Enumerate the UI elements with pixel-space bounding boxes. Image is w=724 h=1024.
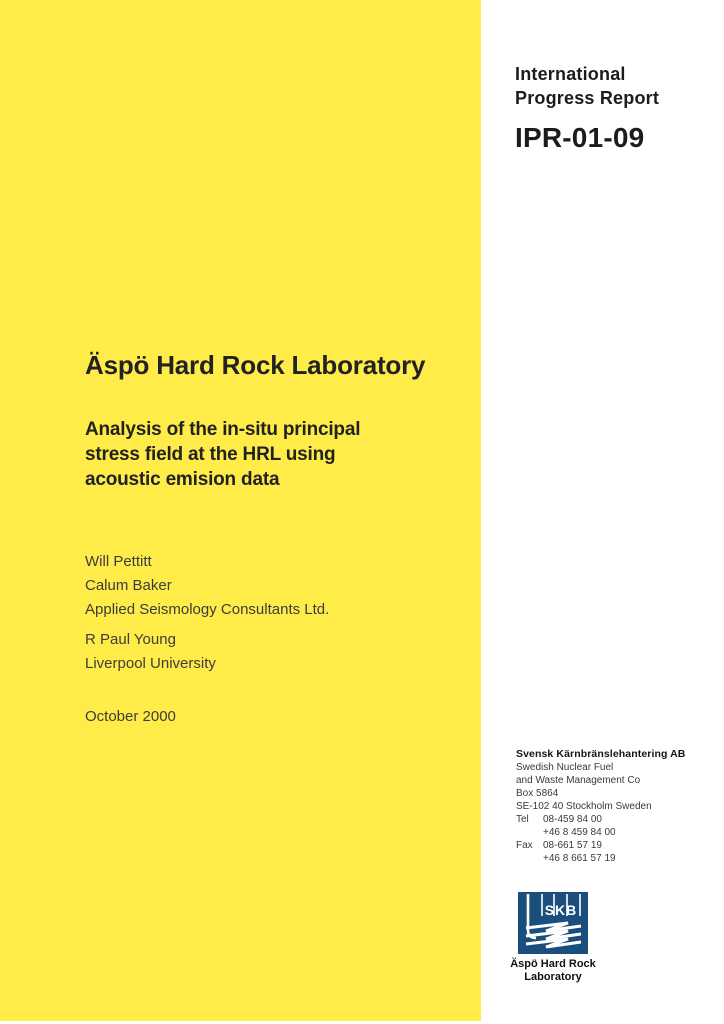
logo-caption bbox=[483, 958, 623, 984]
address-line: and Waste Management Co bbox=[516, 775, 641, 786]
fax-number: 08-661 57 19 bbox=[543, 840, 602, 851]
fax-row-1 bbox=[516, 839, 716, 852]
skb-logo-icon bbox=[518, 892, 588, 954]
fax-number-intl: +46 8 661 57 19 bbox=[543, 853, 616, 864]
author-name: Will Pettitt bbox=[85, 553, 152, 570]
publication-date: October 2000 bbox=[85, 708, 176, 725]
document-subtitle bbox=[85, 417, 425, 492]
subtitle-line: Analysis of the in-situ principal bbox=[85, 419, 361, 440]
tel-number: 08-459 84 00 bbox=[543, 814, 602, 825]
author-name: R Paul Young bbox=[85, 631, 176, 648]
tel-number-intl: +46 8 459 84 00 bbox=[543, 827, 616, 838]
subtitle-line: stress field at the HRL using bbox=[85, 444, 336, 465]
tel-label: Tel bbox=[516, 814, 529, 825]
address-line: Box 5864 bbox=[516, 788, 559, 799]
author-affiliation: Applied Seismology Consultants Ltd. bbox=[85, 601, 330, 618]
report-type-line2: Progress Report bbox=[515, 88, 660, 108]
authors-block-1 bbox=[85, 550, 329, 622]
author-affiliation: Liverpool University bbox=[85, 655, 216, 672]
publisher-name: Svensk Kärnbränslehantering AB bbox=[516, 748, 686, 760]
fax-label: Fax bbox=[516, 840, 533, 851]
tel-row-1 bbox=[516, 813, 716, 826]
logo-caption-line2: Laboratory bbox=[524, 971, 582, 983]
fax-row-2 bbox=[516, 852, 716, 865]
subtitle-line: acoustic emision data bbox=[85, 469, 280, 490]
skb-logo bbox=[518, 892, 588, 954]
tel-row-2 bbox=[516, 826, 716, 839]
skb-logo-text: SKB bbox=[544, 902, 578, 918]
authors-block-2 bbox=[85, 628, 216, 676]
page-title: Äspö Hard Rock Laboratory bbox=[85, 350, 426, 380]
publisher-address-block bbox=[516, 748, 716, 865]
logo-caption-line1: Äspö Hard Rock bbox=[510, 958, 596, 970]
report-number: IPR-01-09 bbox=[515, 122, 645, 153]
report-type-line1: International bbox=[515, 64, 626, 84]
address-line: SE-102 40 Stockholm Sweden bbox=[516, 801, 652, 812]
report-type-heading bbox=[515, 62, 659, 110]
address-line: Swedish Nuclear Fuel bbox=[516, 762, 614, 773]
author-name: Calum Baker bbox=[85, 577, 172, 594]
